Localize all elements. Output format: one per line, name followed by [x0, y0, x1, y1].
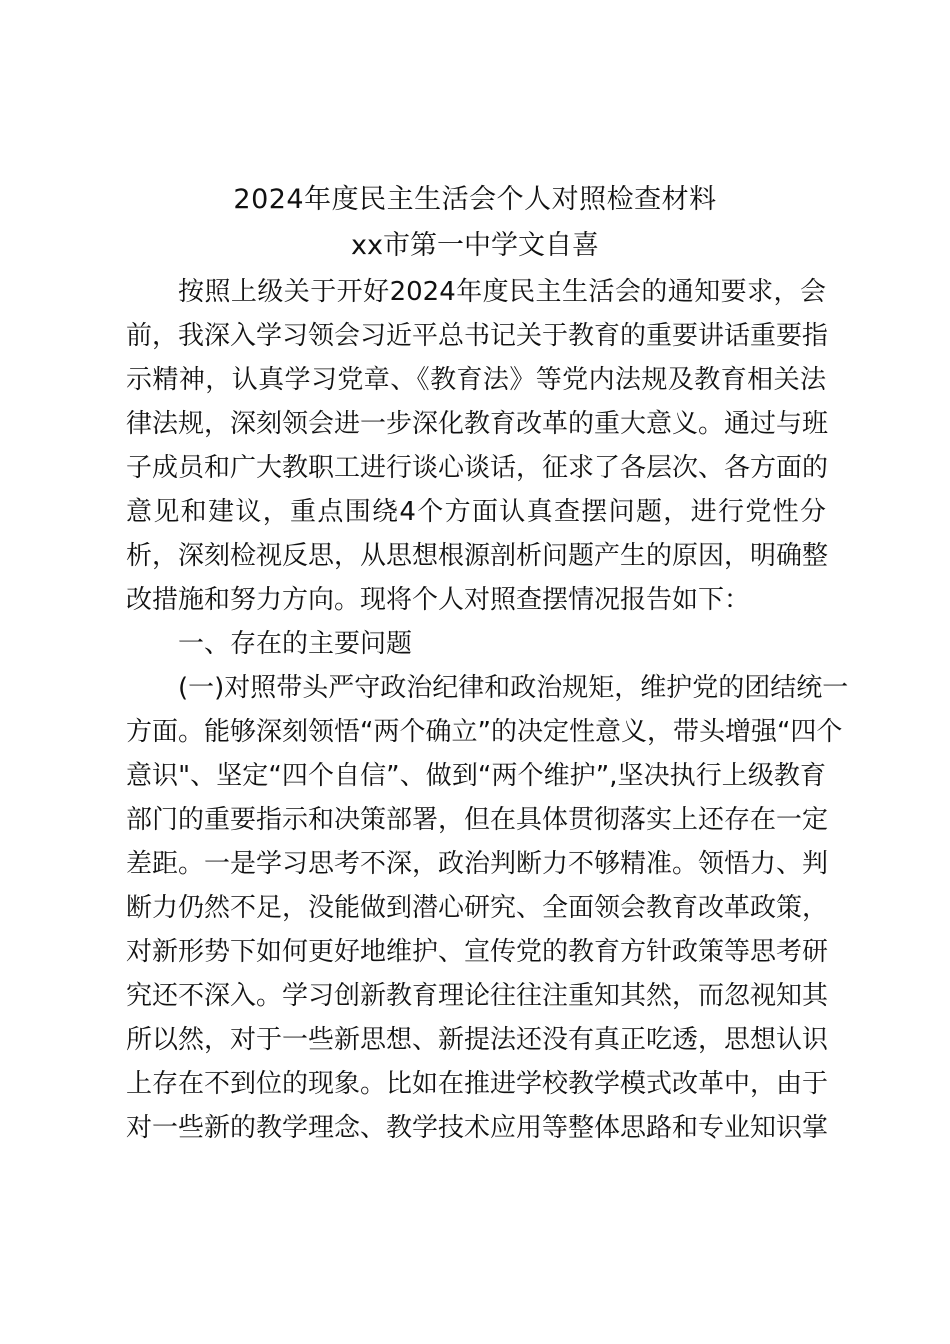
body-line: 意识"、坚定“四个自信”、做到“两个维护”,坚决执行上级教育 — [126, 761, 826, 791]
body-line: 律法规，深刻领会进一步深化教育改革的重大意义。通过与班 — [126, 409, 829, 439]
body-line: 对新形势下如何更好地维护、宣传党的教育方针政策等思考研 — [126, 937, 829, 967]
body-line: 上存在不到位的现象。比如在推进学校教学模式改革中，由于 — [126, 1069, 829, 1099]
body-line: 断力仍然不足，没能做到潜心研究、全面领会教育改革政策， — [126, 893, 829, 923]
body-line: 差距。一是学习思考不深，政治判断力不够精准。领悟力、判 — [126, 849, 829, 879]
body-line: 改措施和努力方向。现将个人对照查摆情况报告如下： — [126, 585, 751, 615]
body-line: 前，我深入学习领会习近平总书记关于教育的重要讲话重要指 — [126, 321, 829, 351]
body-line: 方面。能够深刻领悟“两个确立”的决定性意义，带头增强“四个 — [126, 717, 843, 747]
body-line: 所以然，对于一些新思想、新提法还没有真正吃透，思想认识 — [126, 1025, 829, 1055]
body-line: (一)对照带头严守政治纪律和政治规矩，维护党的团结统一 — [178, 673, 849, 703]
body-line: 部门的重要指示和决策部署，但在具体贯彻落实上还存在一定 — [126, 805, 829, 835]
body-line: 对一些新的教学理念、教学技术应用等整体思路和专业知识掌 — [126, 1113, 829, 1143]
body-line: 示精神，认真学习党章、《教育法》等党内法规及教育相关法 — [126, 365, 826, 395]
document-author: xx市第一中学文自喜 — [351, 230, 599, 261]
section-heading: 一、存在的主要问题 — [178, 629, 413, 659]
body-line: 究还不深入。学习创新教育理论往往注重知其然，而忽视知其 — [126, 981, 829, 1011]
document-title: 2024年度民主生活会个人对照检查材料 — [233, 184, 717, 215]
body-line: 按照上级关于开好2024年度民主生活会的通知要求，会 — [178, 277, 826, 307]
body-line: 子成员和广大教职工进行谈心谈话，征求了各层次、各方面的 — [126, 453, 829, 483]
body-line: 析，深刻检视反思，从思想根源剖析问题产生的原因，明确整 — [126, 541, 829, 571]
body-line: 意见和建议，重点围绕4个方面认真查摆问题，进行党性分 — [126, 497, 826, 527]
